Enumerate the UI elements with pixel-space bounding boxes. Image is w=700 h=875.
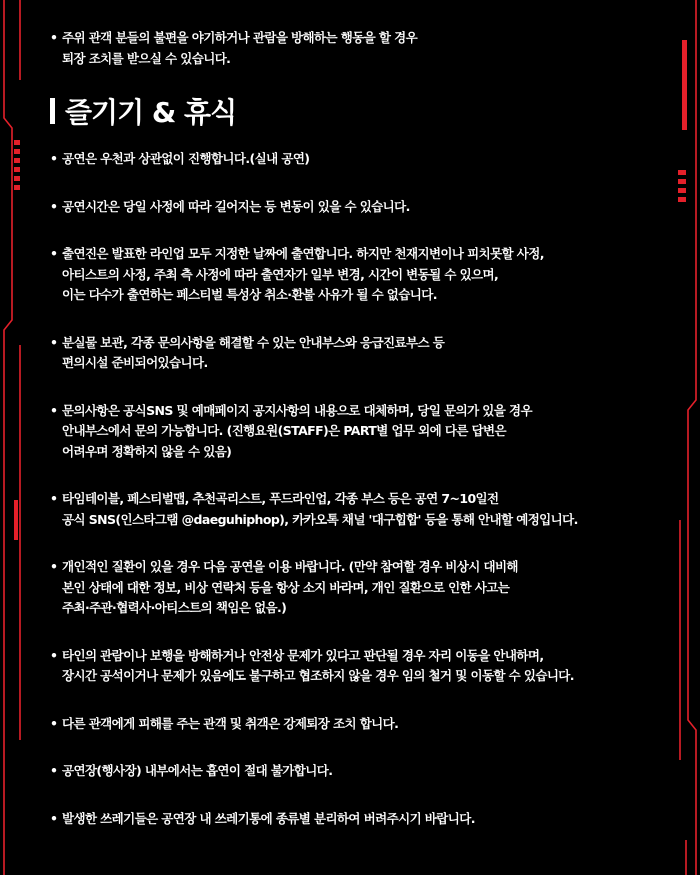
list-item-line: • 문의사항은 공식SNS 및 예매페이지 공지사항의 내용으로 대체하며, 당일 문의가 있을 경우	[62, 402, 532, 418]
list-item-line: • 타인의 관람이나 보행을 방해하거나 안전상 문제가 있다고 판단될 경우 자리 이동을 안내하며,	[62, 647, 544, 663]
list-item-line: 아티스트의 사정, 주최 측 사정에 따라 출연자가 일부 변경, 시간이 변동될 수 있으며,	[62, 266, 499, 282]
list-item-line: • 발생한 쓰레기들은 공연장 내 쓰레기통에 종류별 분리하여 버려주시기 바랍니다.	[62, 810, 475, 826]
list-item-line: 본인 상태에 대한 정보, 비상 연락처 등을 항상 소지 바라며, 개인 질환으로 인한 사고는	[62, 579, 510, 595]
heading-bar	[50, 98, 55, 124]
list-item-line: 주최·주관·협력사·아티스트의 책임은 없음.)	[62, 600, 287, 615]
notice-list	[50, 149, 670, 829]
list-item-line: • 출연진은 발표한 라인업 모두 지정한 날짜에 출연합니다. 하지만 천재지변이나 피치못할 사정,	[62, 246, 544, 261]
list-item-line: 이는 다수가 출연하는 페스티벌 특성상 취소·환불 사유가 될 수 없습니다.	[62, 287, 437, 302]
list-item-line: • 공연시간은 당일 사정에 따라 길어지는 등 변동이 있을 수 있습니다.	[62, 198, 410, 214]
list-item	[50, 714, 670, 735]
list-item-line: • 개인적인 질환이 있을 경우 다음 공연을 이용 바랍니다. (만약 참여할 경우 비상시 대비해	[62, 559, 518, 574]
list-item	[50, 646, 670, 687]
list-item-line: 어려우며 정확하지 않을 수 있음)	[62, 443, 232, 459]
list-item	[50, 401, 670, 463]
list-item-line: 장시간 공석이거나 문제가 있음에도 불구하고 협조하지 않을 경우 임의 철거 및 이동할 수 있습니다.	[62, 668, 574, 683]
section-title: 즐기기 & 휴식	[65, 96, 237, 129]
list-item-line: • 공연은 우천과 상관없이 진행합니다.(실내 공연)	[62, 151, 310, 166]
list-item-line: 편의시설 준비되어있습니다.	[62, 355, 208, 370]
list-item-line: 안내부스에서 문의 가능합니다. (진행요원(STAFF)은 PART별 업무 외에 다른 답변은	[62, 423, 506, 438]
list-item	[50, 333, 670, 374]
section-heading	[50, 91, 670, 131]
top-notice-line: 퇴장 조치를 받으실 수 있습니다.	[62, 50, 231, 66]
list-item	[50, 489, 670, 530]
top-notice	[50, 28, 670, 69]
list-item	[50, 244, 670, 306]
list-item	[50, 809, 670, 830]
notice-content	[50, 28, 670, 829]
list-item-line: 공식 SNS(인스타그램 @daeguhiphop), 카카오톡 채널 '대구힙합' 등을 통해 안내할 예정입니다.	[62, 511, 578, 527]
list-item	[50, 761, 670, 782]
list-item-line: • 공연장(행사장) 내부에서는 흡연이 절대 불가합니다.	[62, 763, 333, 778]
list-item	[50, 557, 670, 619]
list-item	[50, 197, 670, 218]
top-notice-line: • 주위 관객 분들의 불편을 야기하거나 관람을 방해하는 행동을 할 경우	[62, 30, 418, 45]
list-item-line: • 타임테이블, 페스티벌맵, 추천곡리스트, 푸드라인업, 각종 부스 등은 공연 7~10일전	[62, 491, 499, 506]
list-item-line: • 다른 관객에게 피해를 주는 관객 및 취객은 강제퇴장 조치 합니다.	[62, 715, 399, 731]
list-item-line: • 분실물 보관, 각종 문의사항을 해결할 수 있는 안내부스와 응급진료부스 등	[62, 334, 445, 350]
list-item	[50, 149, 670, 170]
